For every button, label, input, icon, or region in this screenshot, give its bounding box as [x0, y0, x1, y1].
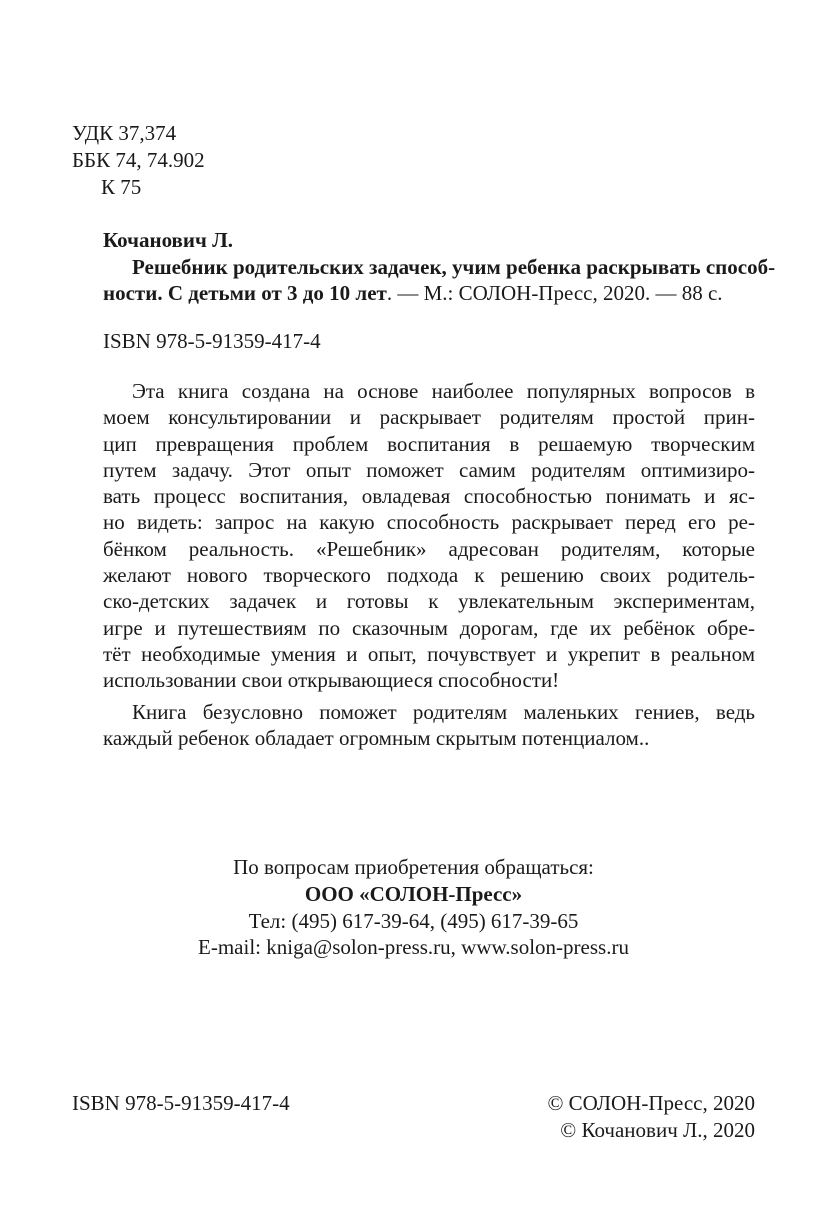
- bbk-index: ББК 74, 74.902: [72, 148, 205, 172]
- annotation-line: тёт необходимые умения и опыт, почувствует и укрепит в реальном: [103, 641, 755, 666]
- title-line-2-rest: . — М.: СОЛОН-Пресс, 2020. — 88 с.: [386, 281, 723, 306]
- annotation-line: моем консультировании и раскрывает родителям простой прин-: [103, 405, 755, 430]
- annotation-line: желают нового творческого подхода к решению своих родитель-: [103, 563, 755, 588]
- annotation-line: ско-детских задачек и готовы к увлекательным экспериментам,: [103, 589, 755, 614]
- annotation-line: Книга безусловно поможет родителям маленьких гениев, ведь: [132, 700, 755, 724]
- copyright-author: © Кочанович Л., 2020: [560, 1118, 755, 1142]
- annotation-line: вать процесс воспитания, овладевая способностью понимать и яс-: [103, 484, 755, 509]
- title-line-2-bold: ности. С детьми от 3 до 10 лет: [103, 281, 387, 306]
- isbn-top: ISBN 978-5-91359-417-4: [103, 329, 321, 353]
- annotation-paragraph-1: [103, 378, 755, 694]
- contacts-intro: По вопросам приобретения обращаться:: [233, 855, 594, 879]
- publisher-company: ООО «СОЛОН-Пресс»: [304, 882, 523, 906]
- annotation-paragraph-2: [103, 699, 755, 752]
- annotation-line: Эта книга создана на основе наиболее популярных вопросов в: [132, 379, 755, 403]
- annotation-line: бёнком реальность. «Решебник» адресован родителям, которые: [103, 536, 755, 561]
- copyright-publisher: © СОЛОН-Пресс, 2020: [547, 1091, 755, 1115]
- annotation-line: игре и путешествиям по сказочным дорогам, где их ребёнок обре-: [103, 615, 755, 640]
- title-line-1: Решебник родительских задачек, учим ребенка раскрывать способ-: [132, 255, 776, 279]
- publisher-phone: Тел: (495) 617-39-64, (495) 617-39-65: [248, 909, 579, 933]
- annotation-line: использовании свои открывающиеся способности!: [103, 668, 560, 693]
- title-line-2: [103, 280, 755, 306]
- author-mark: К 75: [101, 175, 142, 199]
- isbn-footer: ISBN 978-5-91359-417-4: [72, 1091, 290, 1115]
- annotation-line: каждый ребенок обладает огромным скрытым потенциалом..: [103, 726, 650, 751]
- annotation-line: но видеть: запрос на какую способность раскрывает перед его ре-: [103, 510, 755, 535]
- annotation-line: цип превращения проблем воспитания в решаемую творческим: [103, 431, 755, 456]
- publisher-email-web: E-mail: kniga@solon-press.ru, www.solon-press.ru: [198, 935, 629, 959]
- udk-index: УДК 37,374: [72, 121, 177, 145]
- bibliographic-title: [103, 254, 776, 307]
- author-name: Кочанович Л.: [103, 228, 233, 252]
- annotation-line: путем задачу. Этот опыт поможет самим родителям оптимизиро-: [103, 457, 755, 482]
